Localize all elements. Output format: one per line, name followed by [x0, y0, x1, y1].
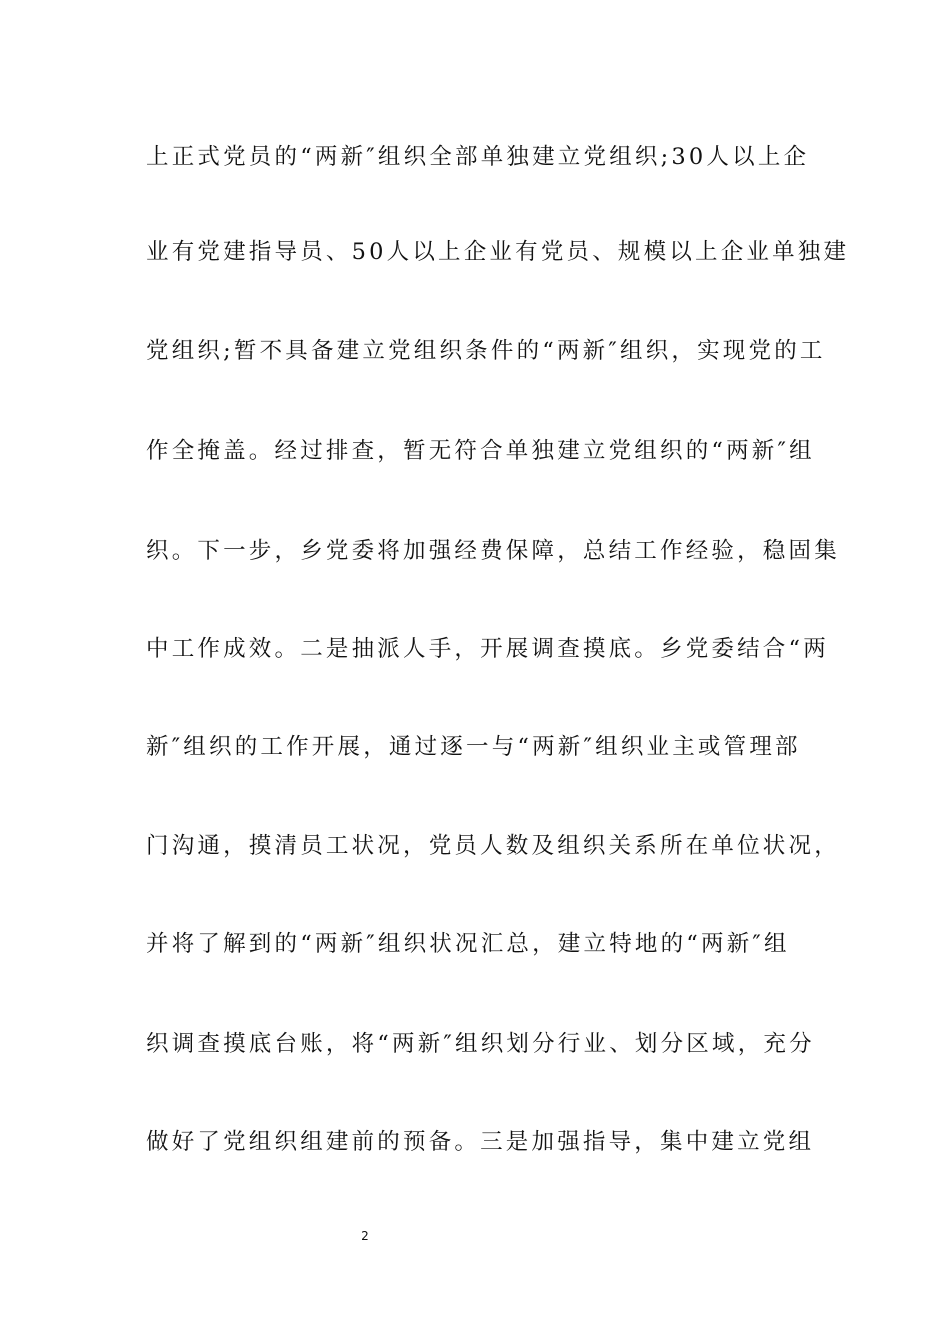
- body-text-line-4: 作全掩盖。经过排查，暂无符合单独建立党组织的“两新″组: [146, 438, 815, 464]
- body-text-line-2: 业有党建指导员、50人以上企业有党员、规模以上企业单独建: [146, 239, 850, 265]
- body-text-line-10: 织调查摸底台账，将“两新″组织划分行业、划分区域，充分: [146, 1031, 815, 1057]
- page-number: 2: [361, 1229, 369, 1243]
- body-text-line-6: 中工作成效。二是抽派人手，开展调查摸底。乡党委结合“两: [146, 636, 829, 662]
- body-text-line-1: 上正式党员的“两新″组织全部单独建立党组织;30人以上企: [146, 144, 810, 170]
- body-text-line-5: 织。下一步，乡党委将加强经费保障，总结工作经验，稳固集: [146, 538, 840, 564]
- body-text-line-9: 并将了解到的“两新″组织状况汇总，建立特地的“两新″组: [146, 931, 790, 957]
- body-text-line-11: 做好了党组织组建前的预备。三是加强指导，集中建立党组: [146, 1129, 815, 1155]
- body-text-line-8: 门沟通，摸清员工状况，党员人数及组织关系所在单位状况，: [146, 833, 840, 859]
- body-text-line-3: 党组织;暂不具备建立党组织条件的“两新″组织，实现党的工: [146, 338, 826, 364]
- body-text-line-7: 新″组织的工作开展，通过逐一与“两新″组织业主或管理部: [146, 734, 801, 760]
